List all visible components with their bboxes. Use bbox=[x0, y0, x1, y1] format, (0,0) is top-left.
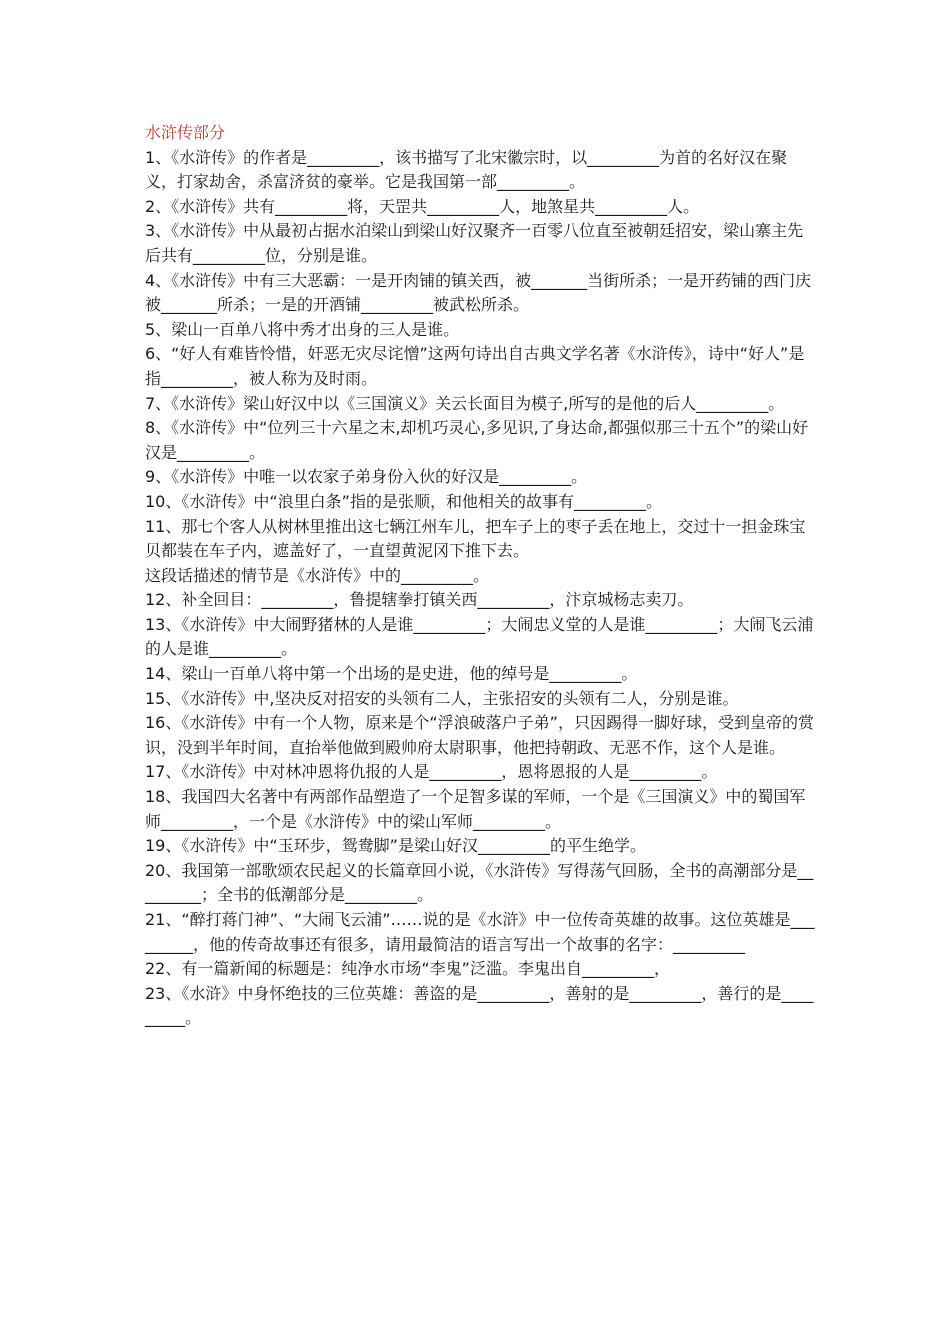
question-21: 21、“醉打蒋门神”、“大闹飞云浦”……说的是《水浒》中一位传奇英雄的故事。这位英雄是_________，他的传奇故事还有很多，请用最简洁的语言写出一个故事的名字：_________ bbox=[145, 910, 815, 954]
question-18: 18、我国四大名著中有两部作品塑造了一个足智多谋的军师，一个是《三国演义》中的蜀国军师_________，一个是《水浒传》中的梁山军师_________。 bbox=[145, 787, 806, 831]
question-2: 2、《水浒传》共有_________将，天罡共_________人，地煞星共_________人。 bbox=[145, 196, 700, 216]
question-4: 4、《水浒传》中有三大恶霸：一是开肉铺的镇关西，被_______当街所杀；一是开药铺的西门庆被_______所杀；一是的开酒铺_________被武松所杀。 bbox=[145, 270, 812, 315]
question-10: 10、《水浒传》中“浪里白条”指的是张顺，和他相关的故事有_________。 bbox=[145, 491, 662, 511]
question-13: 13、《水浒传》中大闹野猪林的人是谁_________；大闹忠义堂的人是谁_________；大闹飞云浦的人是谁_________。 bbox=[145, 614, 814, 659]
question-7: 7、《水浒传》梁山好汉中以《三国演义》关云长面目为模子,所写的是他的后人_________。 bbox=[145, 393, 785, 413]
question-8: 8、《水浒传》中“位列三十六星之末,却机巧灵心,多见识,了身达命,都强似那三十五个”的梁山好汉是_________。 bbox=[145, 418, 809, 462]
question-17: 17、《水浒传》中对林冲恩将仇报的人是_________，恩将恩报的人是_________。 bbox=[145, 762, 718, 782]
question-15: 15、《水浒传》中,坚决反对招安的头领有二人，主张招安的头领有二人，分别是谁。 bbox=[145, 688, 739, 708]
section-title: 水浒传部分 bbox=[145, 123, 226, 142]
question-19: 19、《水浒传》中“玉环步，鸳鸯脚”是梁山好汉_________的平生绝学。 bbox=[145, 836, 646, 856]
question-5: 5、梁山一百单八将中秀才出身的三人是谁。 bbox=[145, 319, 460, 339]
question-12: 12、补全回目：_________，鲁提辖拳打镇关西_________，汴京城杨志卖刀。 bbox=[145, 590, 694, 610]
question-11-passage: 11、那七个客人从树林里推出这七辆江州车儿，把车子上的枣子丢在地上，交过十一担金珠宝贝都装在车子内，遮盖好了，一直望黄泥冈下推下去。 bbox=[145, 516, 806, 561]
question-16: 16、《水浒传》中有一个人物，原来是个“浮浪破落户子弟”，只因踢得一脚好球，受到皇帝的赏识，没到半年时间，直抬举他做到殿帅府太尉职事，他把持朝政、无恶不作，这个人是谁。 bbox=[145, 713, 814, 757]
question-9: 9、《水浒传》中唯一以农家子弟身份入伙的好汉是_________。 bbox=[145, 467, 588, 487]
question-3: 3、《水浒传》中从最初占据水泊梁山到梁山好汉聚齐一百零八位直至被朝廷招安，梁山寨主先后共有_________位，分别是谁。 bbox=[145, 221, 804, 265]
question-14: 14、梁山一百单八将中第一个出场的是史进，他的绰号是_________。 bbox=[145, 664, 638, 684]
question-6: 6、“好人有难皆怜惜，奸恶无灾尽诧憎”这两句诗出自古典文学名著《水浒传》，诗中“好人”是指_________，被人称为及时雨。 bbox=[145, 344, 805, 388]
question-1: 1、《水浒传》的作者是_________，该书描写了北宋徽宗时，以_________为首的名好汉在聚义，打家劫舍，杀富济贫的豪举。它是我国第一部_________。 bbox=[145, 147, 788, 192]
question-23: 23、《水浒》中身怀绝技的三位英雄：善盗的是_________，善射的是_________，善行的是_________。 bbox=[145, 983, 814, 1028]
question-20: 20、我国第一部歌颂农民起义的长篇章回小说，《水浒传》写得荡气回肠，全书的高潮部分是_________；全书的低潮部分是_________。 bbox=[145, 860, 814, 905]
document-body bbox=[145, 121, 817, 1031]
question-22: 22、有一篇新闻的标题是：纯净水市场“李鬼”泛滥。李鬼出自_________， bbox=[145, 959, 670, 979]
question-11-prompt: 这段话描述的情节是《水浒传》中的_________。 bbox=[145, 565, 490, 585]
